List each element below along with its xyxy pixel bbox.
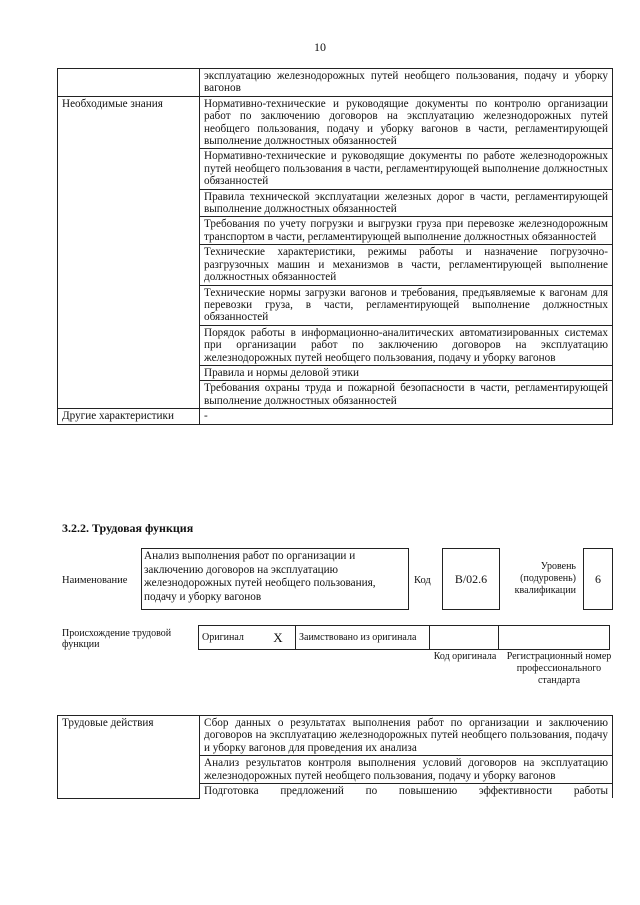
row-value: Правила технической эксплуатации железных дорог в части, регламентирующей выполнение должностных обязанностей	[200, 189, 613, 217]
page-bottom-mask	[0, 835, 640, 905]
original-mark: X	[261, 626, 296, 650]
row-value: Нормативно-технические и руководящие документы по контролю организации работ по заключению договоров на эксплуатацию железнодорожных путей необщего пользования, подачу и уборку вагонов в части, регламентирующей выполнение должностных обязанностей	[200, 96, 613, 149]
code-value: В/02.6	[454, 571, 488, 586]
level-box	[583, 548, 613, 610]
row-label-other: Другие характеристики	[58, 409, 200, 424]
row-value: эксплуатацию железнодорожных путей необщего пользования, подачу и уборку вагонов	[200, 69, 613, 97]
origin-table	[198, 625, 610, 650]
code-original-cell	[430, 626, 499, 650]
table-row	[58, 96, 613, 149]
row-value: Технические нормы загрузки вагонов и требования, предъявляемые к вагонам для перевозки груза, в части, регламентирующей выполнение должностных обязанностей	[200, 285, 613, 325]
row-value: Технические характеристики, режимы работы и назначение погрузочно-разгрузочных машин и механизмов в части, регламентирующей выполнение должностных обязанностей	[200, 245, 613, 285]
row-value: Правила и нормы деловой этики	[200, 365, 613, 380]
row-label-knowledge: Необходимые знания	[58, 96, 200, 408]
table-row	[58, 409, 613, 424]
table-row	[58, 716, 613, 756]
origin-label: Происхождение трудовой функции	[62, 628, 172, 650]
function-name-box	[141, 548, 409, 610]
row-value: Нормативно-технические и руководящие документы по работе железнодорожных путей необщего пользования в части, регламентирующей выполнение должностных обязанностей	[200, 149, 613, 189]
page-number: 10	[314, 40, 326, 54]
row-value: Требования охраны труда и пожарной безопасности в части, регламентирующей выполнение должностных обязанностей	[200, 381, 613, 409]
row-value: Подготовка предложений по повышению эффективности работы	[200, 784, 613, 799]
row-value: Сбор данных о результатах выполнения работ по организации и заключению договоров на эксплуатацию железнодорожных путей необщего пользования, подачу и уборку вагонов для проведения их анализа	[200, 716, 613, 756]
level-label: Уровень (подуровень) квалификации	[514, 561, 576, 596]
code-label: Код	[414, 575, 431, 586]
level-value: 6	[595, 571, 601, 586]
row-label	[58, 69, 200, 97]
row-value: -	[200, 409, 613, 424]
reg-number-cell	[499, 626, 610, 650]
original-label: Оригинал	[199, 626, 262, 650]
row-value: Требования по учету погрузки и выгрузки груза при перевозке железнодорожным транспортом в части, регламентирующей выполнение должностных обязанностей	[200, 217, 613, 245]
table-row	[58, 69, 613, 97]
row-value: Порядок работы в информационно-аналитических автоматизированных системах при организации работ по заключению договоров на эксплуатацию железнодорожных путей необщего пользования, подачу и уборку вагонов	[200, 325, 613, 365]
knowledge-table	[57, 68, 613, 425]
row-value: Анализ результатов контроля выполнения условий договоров на эксплуатацию железнодорожных путей необщего пользования, подачу и уборку вагонов	[200, 756, 613, 784]
function-name: Анализ выполнения работ по организации и заключению договоров на эксплуатацию железнодорожных путей необщего пользования, подачу и уборку вагонов	[144, 550, 376, 603]
name-label: Наименование	[62, 575, 128, 586]
code-original-caption: Код оригинала	[433, 651, 497, 662]
section-title: 3.2.2. Трудовая функция	[62, 521, 194, 535]
reg-number-caption: Регистрационный номер профессионального стандарта	[506, 651, 612, 686]
row-label-actions: Трудовые действия	[58, 716, 200, 799]
code-box	[442, 548, 500, 610]
actions-table	[57, 715, 613, 799]
borrowed-label: Заимствовано из оригинала	[296, 626, 430, 650]
